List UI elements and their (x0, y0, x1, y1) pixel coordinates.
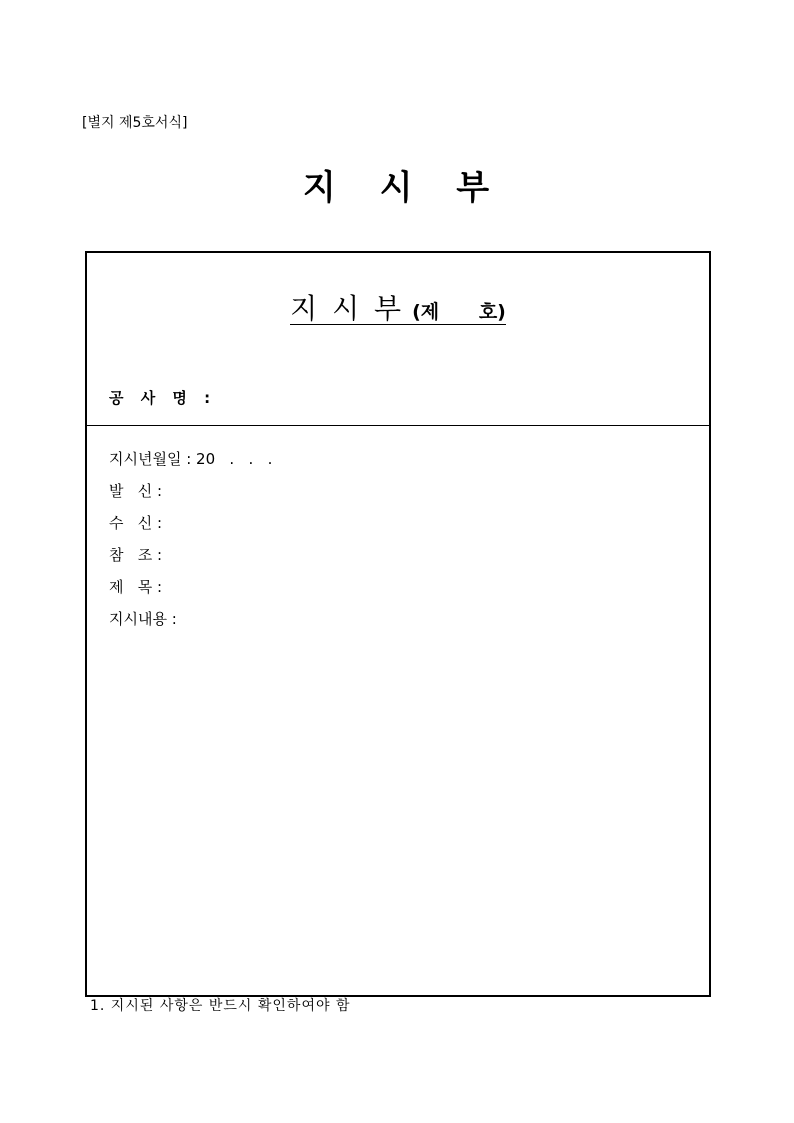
field-reference: 참 조 : (109, 546, 163, 564)
project-name-label: 공 사 명 : (109, 389, 217, 407)
field-recipient: 수 신 : (109, 514, 163, 532)
field-sender: 발 신 : (109, 482, 163, 500)
header-section (87, 253, 709, 426)
field-content: 지시내용 : (109, 610, 177, 628)
inner-title-number: (제 호) (412, 301, 506, 323)
footnote: 1. 지시된 사항은 반드시 확인하여야 함 (90, 998, 351, 1014)
form-frame (85, 251, 711, 997)
form-label: [별지 제5호서식] (82, 115, 188, 131)
inner-title-main: 지 시 부 (290, 292, 403, 325)
field-subject: 제 목 : (109, 578, 163, 596)
document-title: 지 시 부 (302, 168, 492, 208)
inner-title-underline (290, 292, 506, 325)
fields-section (109, 449, 272, 641)
inner-title (87, 292, 709, 325)
field-date: 지시년월일 : 20 . . . (109, 450, 273, 468)
